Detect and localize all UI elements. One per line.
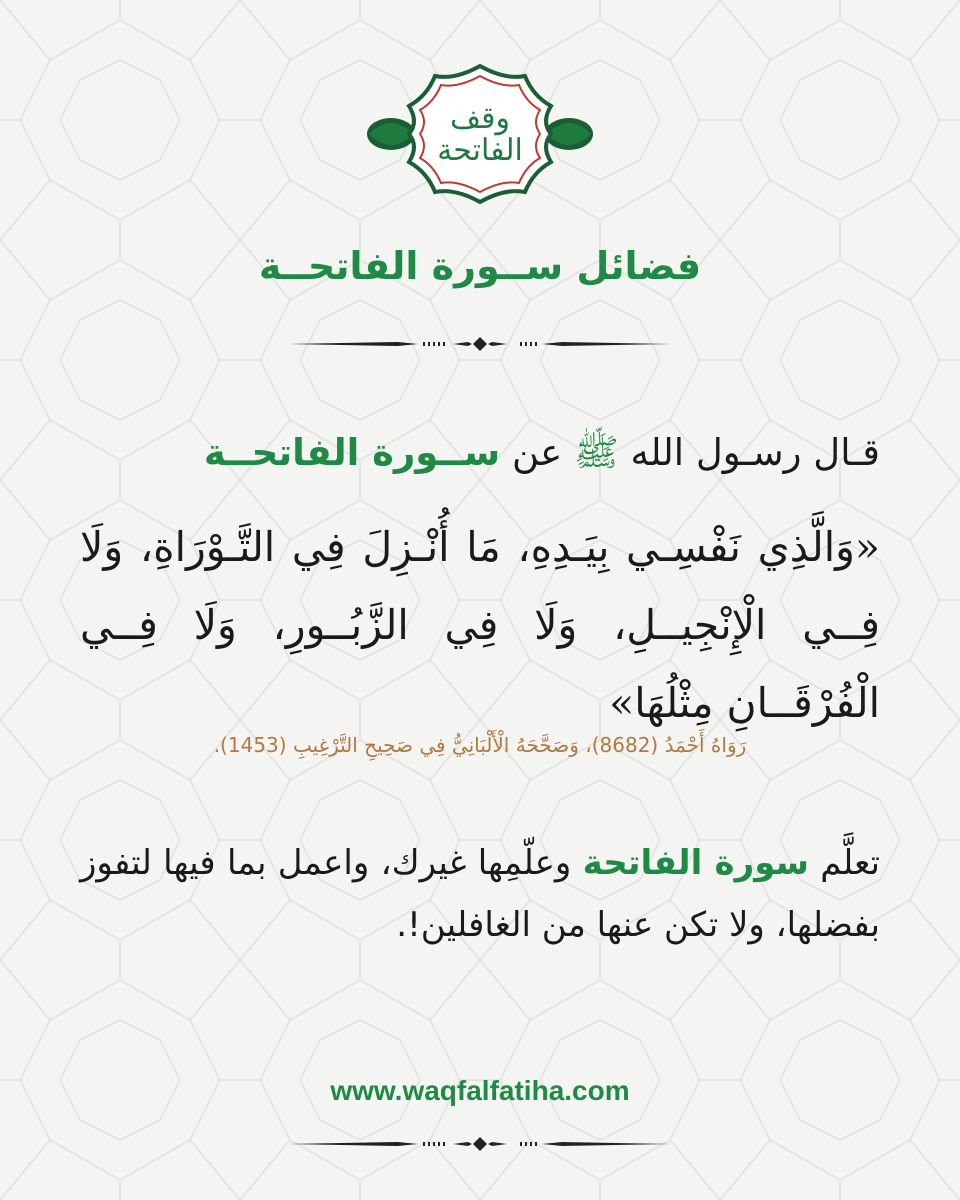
waqf-alfatiha-logo xyxy=(365,62,595,207)
page-title: فضائل ســورة الفاتحــة xyxy=(258,244,702,288)
intro-prefix: قـال رسـول الله xyxy=(630,431,880,474)
closing-surah-name: سورة الفاتحة xyxy=(582,843,809,883)
hadith-source: رَوَاهُ أَحْمَدُ (8682)، وَصَحَّحَهُ الْأَلْبَانِيُّ فِي صَحِيحِ التَّرْغِيبِ (1453). xyxy=(213,733,747,757)
hadith-intro xyxy=(80,430,880,484)
intro-middle: عن xyxy=(511,431,563,474)
hadith-text: «وَالَّذِي نَفْسِـي بِيَـدِهِ، مَا أُنْـزِلَ فِي التَّـوْرَاةِ، وَلَا فِــي الْإِنْجِيــلِ، وَلَا فِي الزَّبُــورِ، وَلَا فِــي الْفُرْقَــانِ مِثْلُهَا» xyxy=(80,523,880,727)
honorific-symbol: ﷺ xyxy=(573,431,619,474)
website-link[interactable]: www.waqfalfatiha.com xyxy=(330,1075,630,1106)
intro-surah-name: ســورة الفاتحــة xyxy=(203,431,501,474)
closing-part2: وعلّمِها غيرك، واعمل بما فيها لتفوز بفضلها، ولا تكن عنها من الغافلين!. xyxy=(80,843,880,945)
logo-line-waqf: وقف xyxy=(450,101,510,136)
closing-part1: تعلَّم xyxy=(820,843,881,883)
logo-text xyxy=(365,62,595,207)
logo-line-alfatiha: الفاتحة xyxy=(437,132,523,168)
ornamental-divider-bottom xyxy=(288,1134,672,1154)
closing-message xyxy=(80,832,880,956)
ornamental-divider-top xyxy=(288,334,672,354)
